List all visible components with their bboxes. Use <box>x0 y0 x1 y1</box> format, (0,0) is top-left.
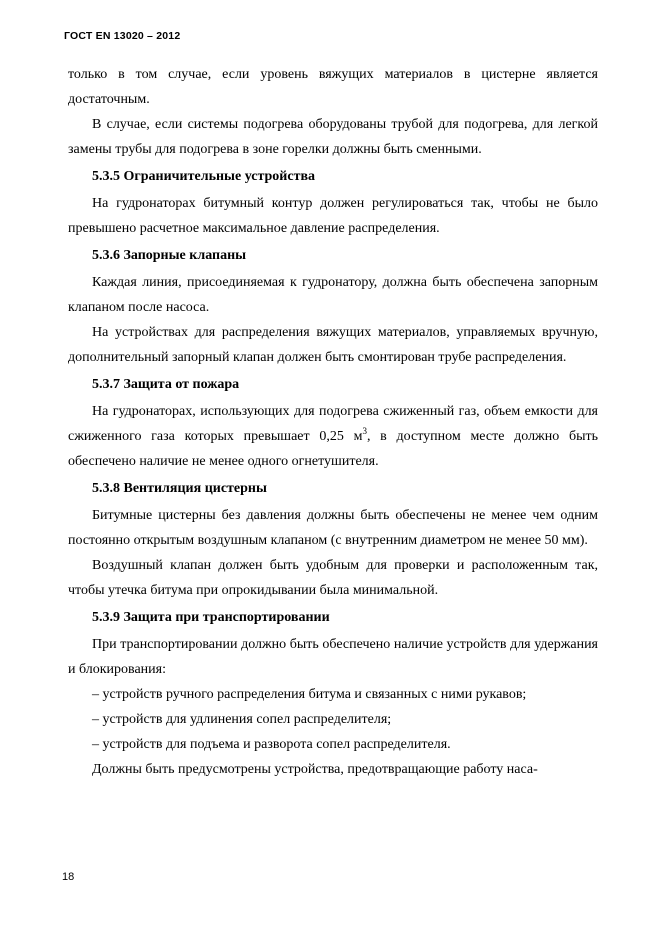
superscript-cubic: 3 <box>362 426 367 436</box>
list-item: – устройств для подъема и разворота сопел распределителя. <box>92 737 451 752</box>
paragraph-tank-ventilation-1: Битумные цистерны без давления должны быть обеспечены не менее чем одним постоянно открытым воздушным клапаном (с внутренним диаметром не менее 50 мм). <box>68 508 598 548</box>
paragraph-limiting-devices: На гудронаторах битумный контур должен регулироваться так, чтобы не было превышено расчетное максимальное давление распределения. <box>68 196 598 236</box>
list-item: – устройств ручного распределения битума и связанных с ними рукавов; <box>92 687 527 702</box>
section-heading-5-3-5: 5.3.5 Ограничительные устройства <box>92 169 316 184</box>
fire-protection-text-b: , в доступном месте должно быть обеспечено наличие не менее одного огнетушителя. <box>68 429 598 469</box>
paragraph-heating-tube: В случае, если системы подогрева оборудованы трубой для подогрева, для легкой замены трубы для подогрева в зоне горелки должны быть сменными. <box>68 117 598 157</box>
section-heading-5-3-7: 5.3.7 Защита от пожара <box>92 377 240 392</box>
section-heading-5-3-9: 5.3.9 Защита при транспортировании <box>92 610 330 625</box>
paragraph-transport-protection: При транспортировании должно быть обеспечено наличие устройств для удержания и блокирования: <box>68 637 598 677</box>
page-body <box>68 62 598 782</box>
paragraph-tank-ventilation-2: Воздушный клапан должен быть удобным для проверки и расположенным так, чтобы утечка битума при опрокидывании была минимальной. <box>68 558 598 598</box>
paragraph-shutoff-valves-2: На устройствах для распределения вяжущих материалов, управляемых вручную, дополнительный запорный клапан должен быть смонтирован трубе распределения. <box>68 325 598 365</box>
paragraph-continuation: только в том случае, если уровень вяжущих материалов в цистерне является достаточным. <box>68 67 598 107</box>
fire-protection-text-a: На гудронаторах, использующих для подогрева сжиженный газ, объем емкости для сжиженного газа которых превышает 0,25 м <box>68 404 598 444</box>
paragraph-pump-prevention: Должны быть предусмотрены устройства, предотвращающие работу наса- <box>92 762 538 777</box>
list-item: – устройств для удлинения сопел распределителя; <box>92 712 392 727</box>
paragraph-shutoff-valves-1: Каждая линия, присоединяемая к гудронатору, должна быть обеспечена запорным клапаном после насоса. <box>68 275 598 315</box>
paragraph-fire-protection <box>68 399 598 474</box>
page-number: 18 <box>62 871 75 883</box>
section-heading-5-3-6: 5.3.6 Запорные клапаны <box>92 248 247 263</box>
section-heading-5-3-8: 5.3.8 Вентиляция цистерны <box>92 481 267 496</box>
document-header: ГОСТ EN 13020 – 2012 <box>64 30 181 42</box>
